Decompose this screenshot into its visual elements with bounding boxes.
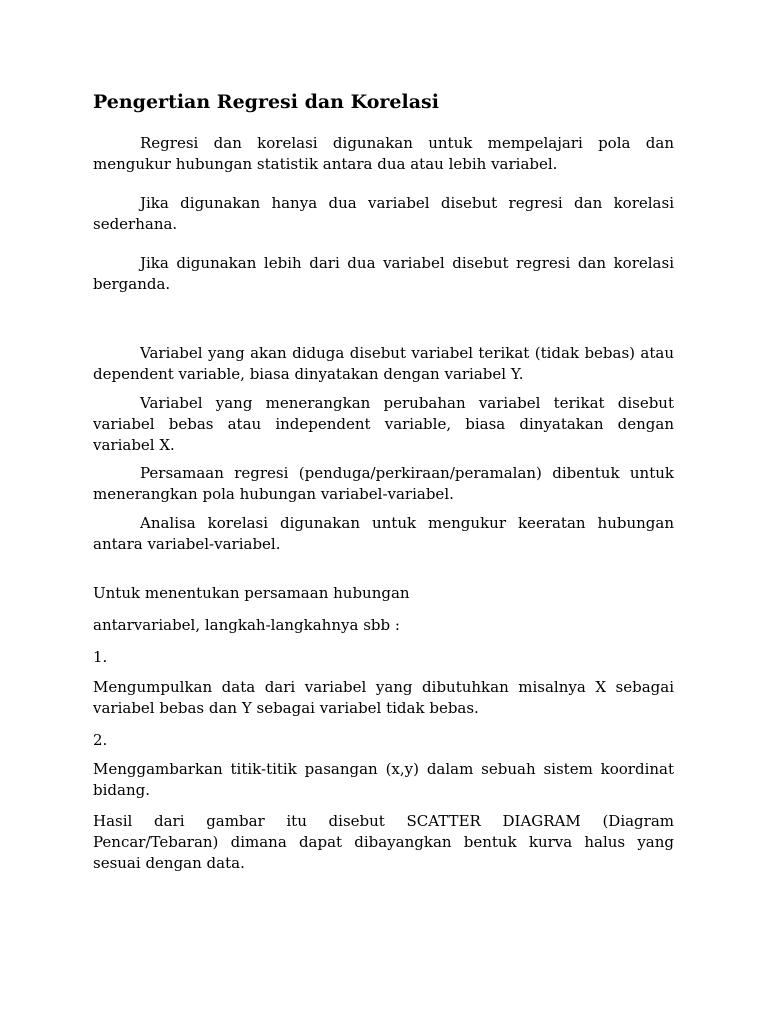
page-title: Pengertian Regresi dan Korelasi — [93, 91, 439, 113]
paragraph-variabel-terikat: Variabel yang akan diduga disebut variabel terikat (tidak bebas) atau dependent variable, biasa dinyatakan dengan variabel Y. — [93, 344, 674, 383]
list-number-2: 2. — [93, 731, 108, 749]
paragraph-mengumpulkan-data: Mengumpulkan data dari variabel yang dibutuhkan misalnya X sebagai variabel bebas dan Y sebagai variabel tidak bebas. — [93, 678, 674, 717]
paragraph-regresi-korelasi: Regresi dan korelasi digunakan untuk mempelajari pola dan mengukur hubungan statistik antara dua atau lebih variabel. — [93, 134, 674, 173]
paragraph-berganda: Jika digunakan lebih dari dua variabel disebut regresi dan korelasi berganda. — [93, 254, 674, 293]
paragraph-antarvariabel: antarvariabel, langkah-langkahnya sbb : — [93, 616, 400, 634]
list-number-1: 1. — [93, 648, 108, 666]
paragraph-persamaan-regresi: Persamaan regresi (penduga/perkiraan/peramalan) dibentuk untuk menerangkan pola hubungan variabel-variabel. — [93, 464, 674, 503]
paragraph-analisa-korelasi: Analisa korelasi digunakan untuk mengukur keeratan hubungan antara variabel-variabel. — [93, 514, 674, 553]
paragraph-sederhana: Jika digunakan hanya dua variabel disebut regresi dan korelasi sederhana. — [93, 194, 674, 233]
paragraph-untuk-menentukan: Untuk menentukan persamaan hubungan — [93, 584, 410, 602]
paragraph-variabel-bebas: Variabel yang menerangkan perubahan variabel terikat disebut variabel bebas atau independent variable, biasa dinyatakan dengan variabel X. — [93, 394, 674, 454]
paragraph-menggambarkan-titik: Menggambarkan titik-titik pasangan (x,y) dalam sebuah sistem koordinat bidang. — [93, 760, 674, 799]
paragraph-scatter-diagram: Hasil dari gambar itu disebut SCATTER DIAGRAM (Diagram Pencar/Tebaran) dimana dapat dibayangkan bentuk kurva halus yang sesuai dengan data. — [93, 812, 674, 872]
